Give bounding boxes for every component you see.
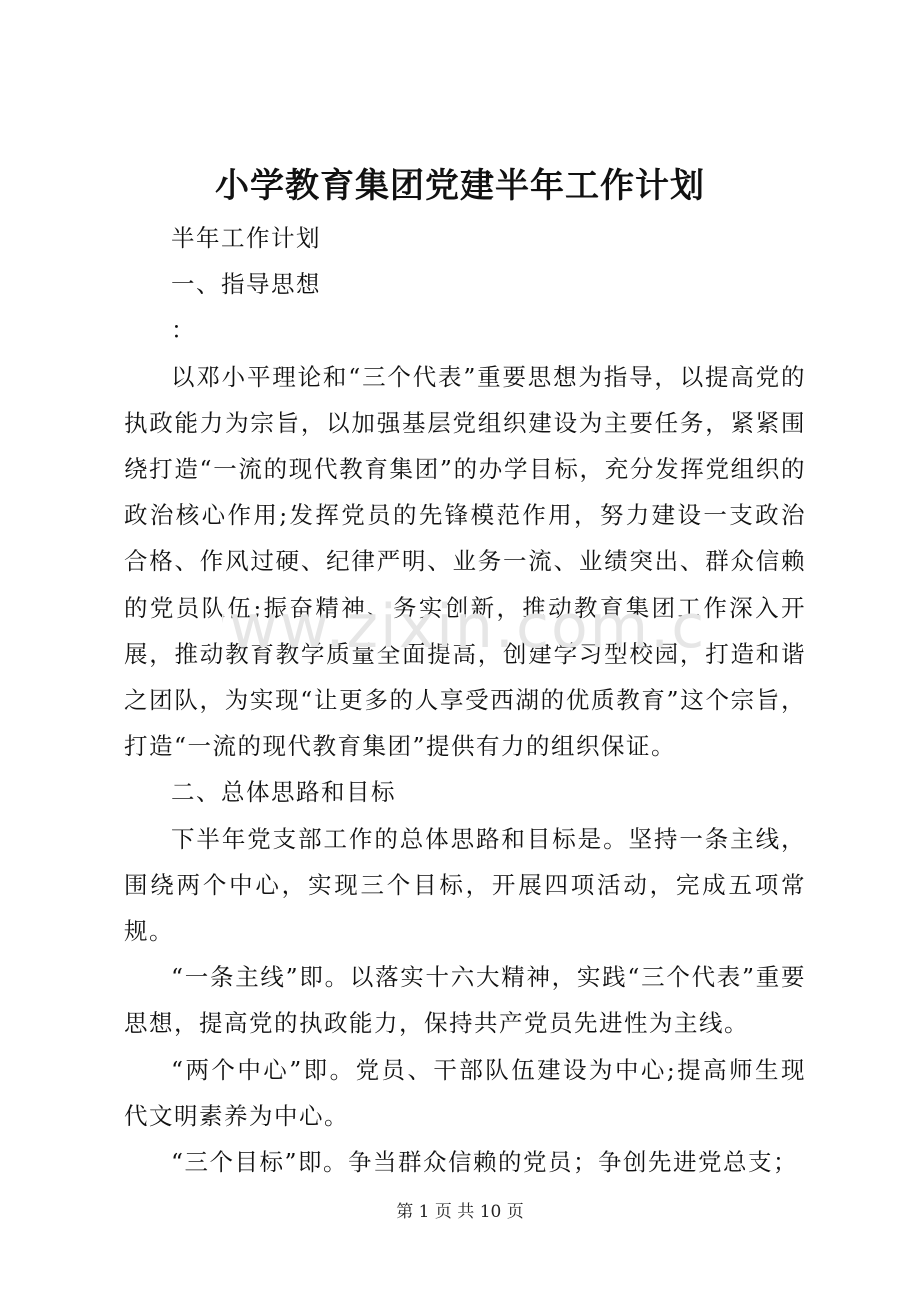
paragraph: 半年工作计划 (171, 224, 321, 252)
paragraph: 下半年党支部工作的总体思路和目标是。坚持一条主线，围绕两个中心，实现三个目标，开展四项活动，完成五项常规。 (124, 824, 806, 946)
document-title: 小学教育集团党建半年工作计划 (215, 166, 705, 206)
paragraph: 二、总体思路和目标 (171, 778, 396, 807)
paragraph: 一、指导思想 (171, 270, 321, 299)
page-footer: 第 1 页 共 10 页 (396, 1202, 524, 1222)
document-body (124, 215, 806, 1185)
watermark-text: ww.zixin.com.c (228, 592, 702, 662)
paragraph: “一条主线”即。以落实十六大精神，实践“三个代表”重要思想，提高党的执政能力，保持共产党员先进性为主线。 (124, 963, 806, 1038)
paragraph: ： (171, 316, 196, 345)
paragraph: 以邓小平理论和“三个代表”重要思想为指导，以提高党的执政能力为宗旨，以加强基层党组织建设为主要任务，紧紧围绕打造“一流的现代教育集团”的办学目标，充分发挥党组织的政治核心作用;发挥党员的先锋模范作用，努力建设一支政治合格、作风过硬、纪律严明、业务一流、业绩突出、群众信赖的党员队伍;振奋精神、务实创新，推动教育集团工作深入开展，推动教育教学质量全面提高，创建学习型校园，打造和谐之团队，为实现“让更多的人享受西湖的优质教育”这个宗旨，打造“一流的现代教育集团”提供有力的组织保证。 (124, 362, 806, 761)
paragraph: “两个中心”即。党员、干部队伍建设为中心;提高师生现代文明素养为中心。 (124, 1055, 806, 1130)
paragraph: “三个目标”即。争当群众信赖的党员；争创先进党总支； (171, 1148, 799, 1177)
